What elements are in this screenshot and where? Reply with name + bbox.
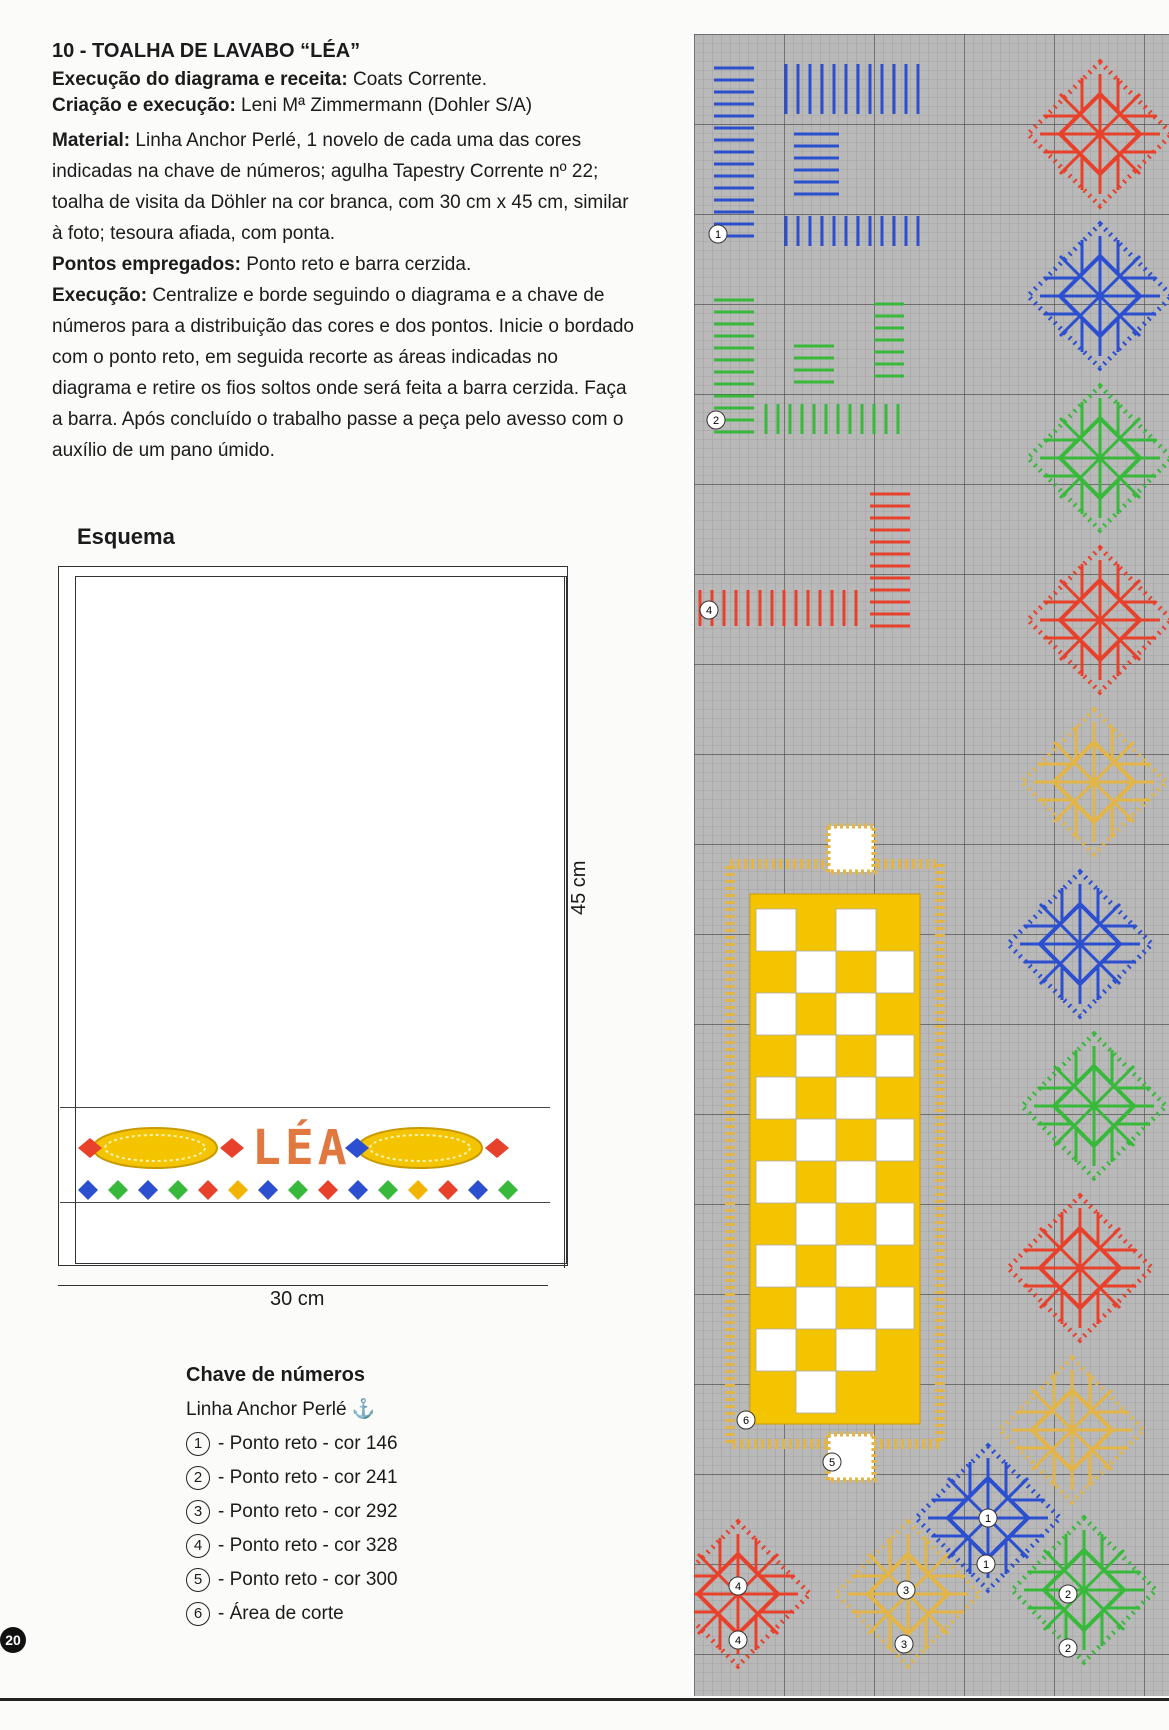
execution-value: Coats Corrente. (347, 69, 488, 90)
creation-credit (52, 93, 642, 119)
key-item-text: - Área de corte (218, 1603, 344, 1624)
marker-6: 6 (742, 1415, 750, 1427)
marker-2: 2 (1064, 1589, 1072, 1601)
execucao-label: Execução: (52, 285, 148, 306)
key-item-text: - Ponto reto - cor 292 (218, 1501, 398, 1522)
number-key (186, 1364, 566, 1631)
marker-1: 1 (982, 1559, 990, 1571)
execution-label: Execução do diagrama e receita: (52, 69, 348, 90)
key-item-text: - Ponto reto - cor 300 (218, 1569, 398, 1590)
key-item (186, 1597, 566, 1631)
height-label: 45 cm (568, 860, 590, 915)
height-dimension-line (564, 576, 565, 1268)
right-oval-motif (345, 1128, 509, 1168)
creation-value: Leni Mª Zimmermann (Dohler S/A) (235, 95, 533, 116)
key-item-text: - Ponto reto - cor 146 (218, 1433, 398, 1454)
width-dimension-line (58, 1285, 548, 1286)
page-number: 20 (0, 1627, 26, 1653)
marker-4: 4 (705, 605, 713, 617)
marker-2: 2 (712, 415, 720, 427)
towel-name-text: LÉA (252, 1120, 351, 1176)
marker-1: 1 (984, 1513, 992, 1525)
execution-credit (52, 67, 642, 93)
marker-3: 3 (900, 1639, 908, 1651)
key-item-text: - Ponto reto - cor 328 (218, 1535, 398, 1556)
key-item (186, 1529, 566, 1563)
marker-4: 4 (734, 1581, 742, 1593)
key-number-badge: 4 (186, 1534, 210, 1558)
execucao-paragraph (52, 280, 642, 466)
recipe-text (52, 40, 642, 466)
bottom-rule (0, 1698, 1169, 1701)
key-title: Chave de números (186, 1364, 365, 1386)
key-item (186, 1563, 566, 1597)
creation-label: Criação e execução: (52, 95, 236, 116)
key-number-badge: 6 (186, 1602, 210, 1626)
pontos-paragraph (52, 249, 642, 280)
embroidery-chart (694, 34, 1169, 1696)
pontos-text: Ponto reto e barra cerzida. (240, 254, 472, 275)
key-number-badge: 3 (186, 1500, 210, 1524)
key-item (186, 1427, 566, 1461)
key-number-badge: 1 (186, 1432, 210, 1456)
key-item-text: - Ponto reto - cor 241 (218, 1467, 398, 1488)
key-number-badge: 2 (186, 1466, 210, 1490)
key-item (186, 1461, 566, 1495)
marker-3: 3 (902, 1585, 910, 1597)
marker-5: 5 (828, 1457, 836, 1469)
marker-2: 2 (1064, 1643, 1072, 1655)
width-label: 30 cm (270, 1288, 325, 1310)
key-item (186, 1495, 566, 1529)
left-oval-motif (78, 1128, 244, 1168)
marker-1: 1 (714, 229, 722, 241)
anchor-icon: ⚓ (351, 1399, 376, 1420)
marker-4: 4 (734, 1635, 742, 1647)
cutwork-panel (730, 826, 940, 1480)
material-paragraph (52, 125, 642, 249)
key-number-badge: 5 (186, 1568, 210, 1592)
recipe-title: 10 - TOALHA DE LAVABO “LÉA” (52, 40, 361, 62)
key-subtitle-text: Linha Anchor Perlé (186, 1399, 347, 1420)
material-text: Linha Anchor Perlé, 1 novelo de cada uma das cores indicadas na chave de números; agulha Tapestry Corrente nº 22; toalha de visita da Döhler na cor branca, com 30 cm x 45 cm, similar à foto; tesoura afiada, com ponta. (52, 130, 629, 244)
pontos-label: Pontos empregados: (52, 254, 241, 275)
diamond-row (78, 1180, 518, 1200)
key-subtitle (186, 1397, 566, 1421)
material-label: Material: (52, 130, 131, 151)
scheme-heading: Esquema (77, 524, 175, 549)
execucao-text: Centralize e borde seguindo o diagrama e a chave de números para a distribuição das cores e dos pontos. Inicie o bordado com o ponto reto, em seguida recorte as áreas indicadas no diagrama e retire os fios soltos onde será feita a barra cerzida. Faça a barra. Após concluído o trabalho passe a peça pelo avesso com o auxílio de um pano úmido. (52, 285, 634, 461)
